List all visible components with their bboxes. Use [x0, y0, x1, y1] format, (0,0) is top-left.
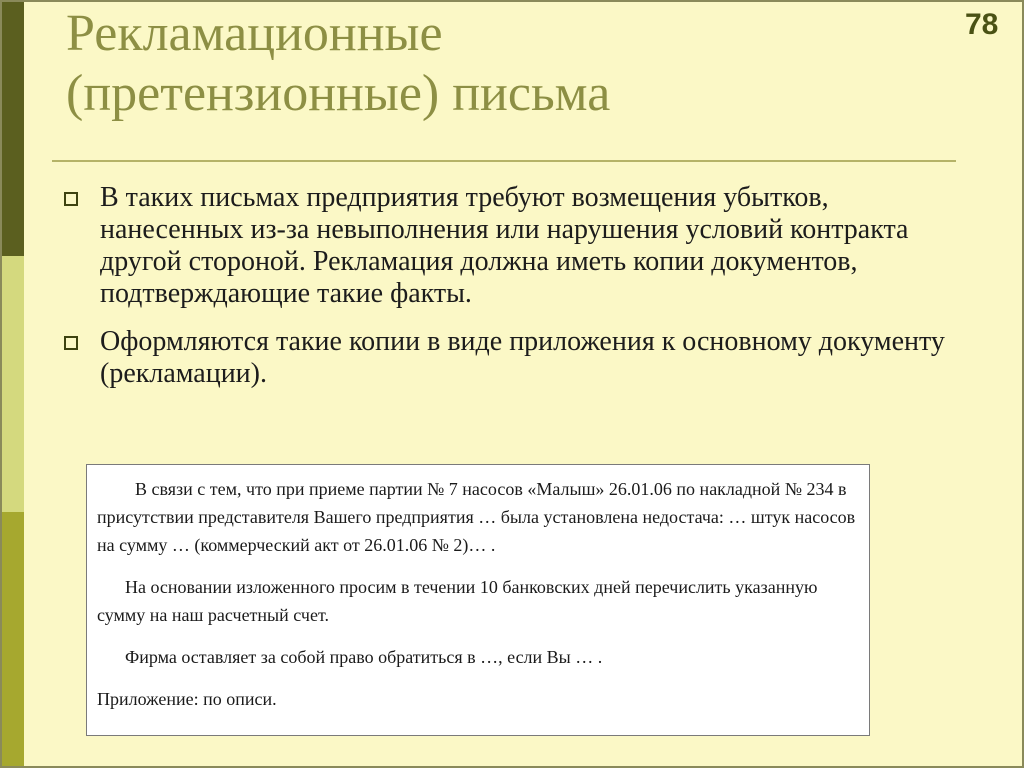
- bullet-text: В таких письмах предприятия требуют возмещения убытков, нанесенных из-за невыполнения или нарушения условий контракта другой стороной. Рекламация должна иметь копии документов, подтверждающие такие факты.: [100, 182, 909, 309]
- side-strip-middle: [0, 256, 24, 512]
- letter-paragraph-3: Фирма оставляет за собой право обратиться в …, если Вы … .: [125, 647, 603, 667]
- slide-title-line1: Рекламационные: [66, 5, 443, 62]
- bullet-list: [62, 182, 962, 406]
- bullet-item: [62, 182, 962, 310]
- slide-title: [66, 4, 946, 124]
- slide-title-line2: (претензионные) письма: [66, 65, 611, 122]
- letter-attachment-note: Приложение: по описи.: [97, 689, 277, 709]
- square-bullet-icon: [64, 192, 78, 206]
- bullet-item: [62, 326, 962, 390]
- letter-example-box: [86, 464, 870, 736]
- square-bullet-icon: [64, 336, 78, 350]
- slide-number: 78: [965, 8, 999, 41]
- bullet-text: Оформляются такие копии в виде приложения к основному документу (рекламации).: [100, 326, 945, 389]
- side-strip-bottom: [0, 512, 24, 768]
- letter-paragraph-2: На основании изложенного просим в течении 10 банковских дней перечислить указанную сумму на наш расчетный счет.: [97, 577, 818, 625]
- side-strip-top: [0, 0, 24, 256]
- title-underline: [52, 160, 956, 162]
- letter-paragraph-1: В связи с тем, что при приеме партии № 7 насосов «Малыш» 26.01.06 по накладной № 234 в присутствии представителя Вашего предприятия … была установлена недостача: … штук насосов на сумму … (коммерческий акт от 26.01.06 № 2)… .: [97, 479, 856, 555]
